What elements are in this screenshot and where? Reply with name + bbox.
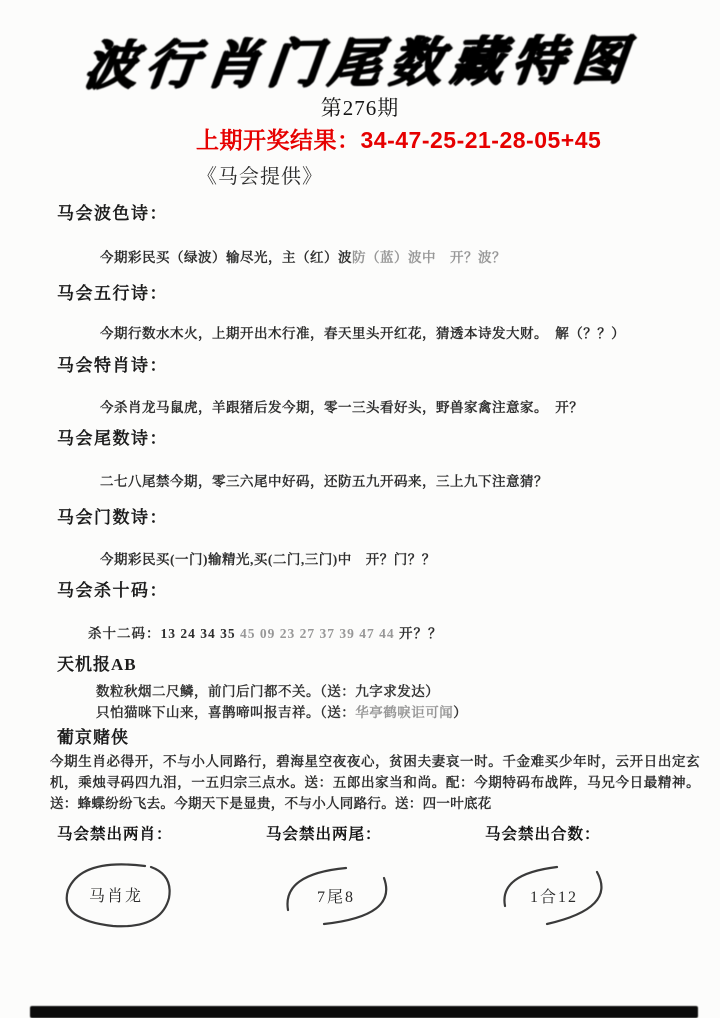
tianji-line2-close: ）: [453, 705, 468, 720]
kill-codes-line: [88, 622, 443, 642]
ban-col-tail: [266, 822, 466, 932]
ban-value-tail: 7尾8: [316, 888, 355, 906]
kill-codes-label: 杀十二码：: [88, 626, 161, 641]
section-heading-texiao: 马会特肖诗：: [57, 356, 168, 375]
poem-line-menshu: [100, 548, 436, 568]
tianji-line2-main: 只怕猫咪下山来，喜鹊啼叫报吉祥。（送：: [96, 705, 356, 720]
bottom-ink-bar: [30, 1006, 698, 1018]
tianji-line-1: 数粒秋烟二尺鳞，前门后门都不关。（送：九字求发达）: [96, 684, 440, 699]
section-heading-weishu: 马会尾数诗：: [57, 429, 168, 448]
ban-oval-tail: [266, 858, 406, 932]
poem-line-bose: [100, 246, 506, 266]
section-heading-bose: 马会波色诗：: [57, 204, 168, 223]
poem-bose-light: 防（蓝）波中 开？波？: [352, 250, 506, 265]
ban-col-sum: [485, 822, 685, 932]
last-draw-result-label: 上期开奖结果：: [196, 127, 361, 153]
section-heading-menshu: 马会门数诗：: [57, 508, 168, 527]
section-heading-tianji: 天机报AB: [57, 655, 137, 674]
kill-codes-light: 45 09 23 27 37 39 47 44: [240, 626, 399, 641]
issue-number: 第276期: [320, 96, 400, 120]
ban-oval-sum: [485, 858, 623, 932]
poem-bose-dark: 今期彩民买（绿波）输尽光，主（红）波: [100, 250, 352, 265]
poem-line-texiao: [100, 396, 583, 416]
ban-label-tail: 马会禁出两尾：: [266, 826, 382, 843]
ban-oval-zodiac: [57, 858, 175, 930]
pujing-paragraph: 今期生肖必得开，不与小人同路行，碧海星空夜夜心，贫困夫妻哀一时。千金难买少年时，云开日出定玄机，乘烛寻码四九泪，一五归宗三点水。送：五郎出家当和尚。配：今期特码布战阵，马兄今日最精神。送：蜂蝶纷纷飞去。今期天下是显贵，不与小人同路行。送：四一叶底花: [50, 754, 700, 811]
poem-line-wuxing: [100, 322, 625, 342]
last-draw-result-numbers: 34-47-25-21-28-05+45: [360, 127, 602, 153]
ban-label-zodiac: 马会禁出两肖：: [57, 826, 173, 843]
section-heading-wuxing: 马会五行诗：: [57, 284, 168, 303]
poem-wuxing-dark: 今期行数水木火，上期开出木行准，春天里头开红花，猜透本诗发大财。 解（？？）: [100, 326, 626, 341]
ban-value-zodiac: 马肖龙: [88, 887, 143, 905]
ban-label-sum: 马会禁出合数：: [485, 826, 601, 843]
ban-col-zodiac: [57, 822, 257, 930]
ban-value-sum: 1合12: [529, 888, 578, 906]
poem-texiao-dark: 今杀肖龙马鼠虎，羊跟猪后发今期，零一三头看好头，野兽家禽注意家。 开？: [100, 400, 584, 415]
provider-caption: 《马会提供》: [197, 166, 323, 188]
poem-menshu-dark: 今期彩民买(一门)输精光,买(二门,三门)中 开？门？？: [100, 552, 436, 567]
tianji-line2-light: 华亭鹤唳讵可闻: [355, 705, 454, 720]
page-title: 波行肖门尾数藏特图: [81, 32, 638, 95]
poem-weishu-dark: 二七八尾禁今期，零三六尾中好码，还防五九开码来，三上九下注意猜？: [100, 474, 548, 489]
section-heading-killcodes: 马会杀十码：: [57, 581, 168, 600]
last-draw-result: [196, 122, 601, 155]
poem-line-weishu: [100, 470, 548, 490]
kill-codes-tail: 开？？: [399, 626, 443, 641]
kill-codes-dark: 13 24 34 35: [160, 626, 240, 641]
section-heading-pujing: 葡京赌侠: [57, 728, 129, 747]
tianji-line-2: [96, 701, 467, 721]
